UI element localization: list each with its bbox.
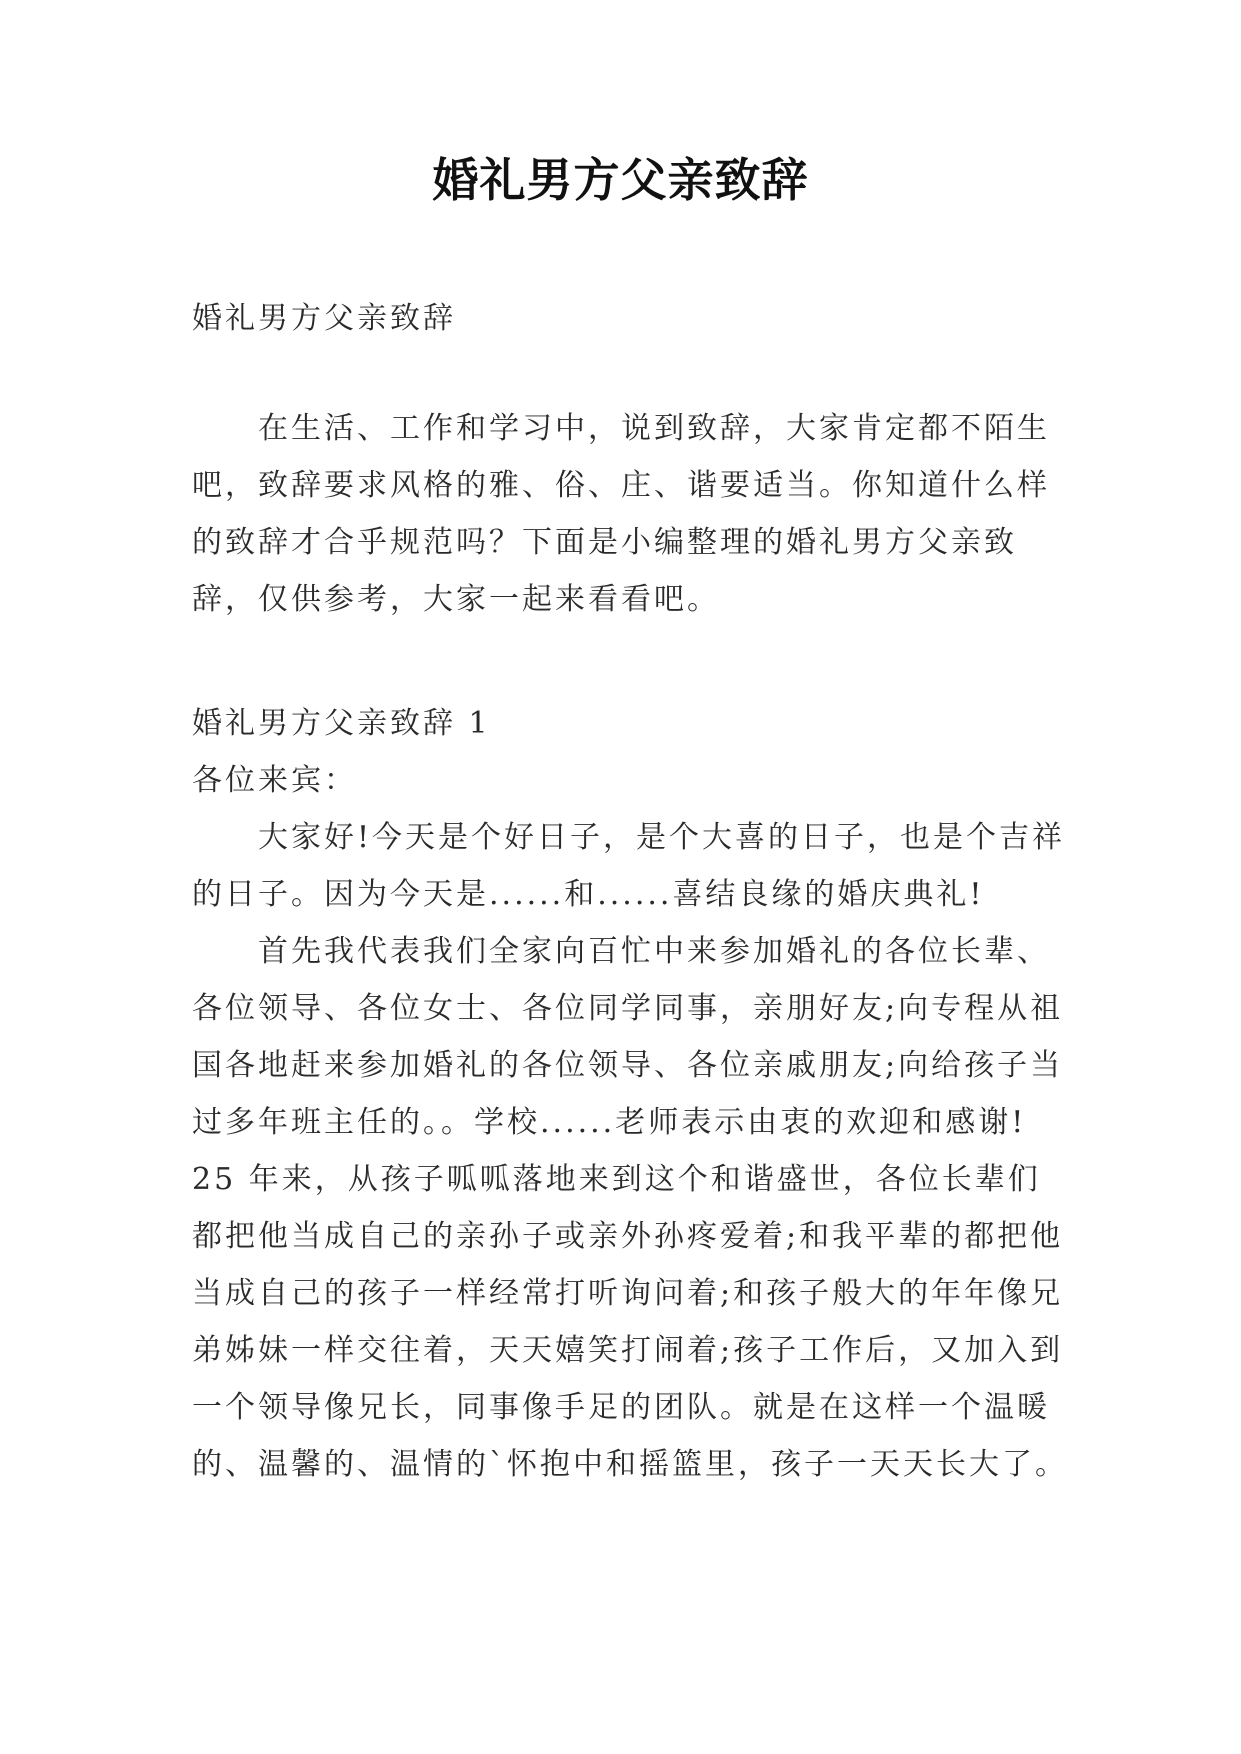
intro-paragraph: 在生活、工作和学习中，说到致辞，大家肯定都不陌生吧，致辞要求风格的雅、俗、庄、谐要适当。你知道什么样的致辞才合乎规范吗？下面是小编整理的婚礼男方父亲致辞，仅供参考，大家一起来看看吧。 <box>192 411 1050 617</box>
section-heading: 婚礼男方父亲致辞 1 <box>192 706 491 741</box>
document-title: 婚礼男方父亲致辞 <box>432 153 809 207</box>
salutation: 各位来宾： <box>192 763 357 798</box>
speech-paragraph-1: 大家好!今天是个好日子，是个大喜的日子，也是个吉祥的日子。因为今天是......和......喜结良缘的婚庆典礼! <box>192 820 1066 912</box>
document-subtitle: 婚礼男方父亲致辞 <box>192 301 456 336</box>
speech-paragraph-2: 首先我代表我们全家向百忙中来参加婚礼的各位长辈、各位领导、各位女士、各位同学同事，亲朋好友;向专程从祖国各地赶来参加婚礼的各位领导、各位亲戚朋友;向给孩子当过多年班主任的。。学校......老师表示由衷的欢迎和感谢! 25 年来，从孩子呱呱落地来到这个和谐盛世，各位长辈们都把他当成自己的亲孙子或亲外孙疼爱着;和我平辈的都把他当成自己的孩子一样经常打听询问着;和孩子般大的年年像兄弟姊妹一样交往着，天天嬉笑打闹着;孩子工作后，又加入到一个领导像兄长，同事像手足的团队。就是在这样一个温暖的、温馨的、温情的`怀抱中和摇篮里，孩子一天天长大了。 <box>192 934 1068 1482</box>
